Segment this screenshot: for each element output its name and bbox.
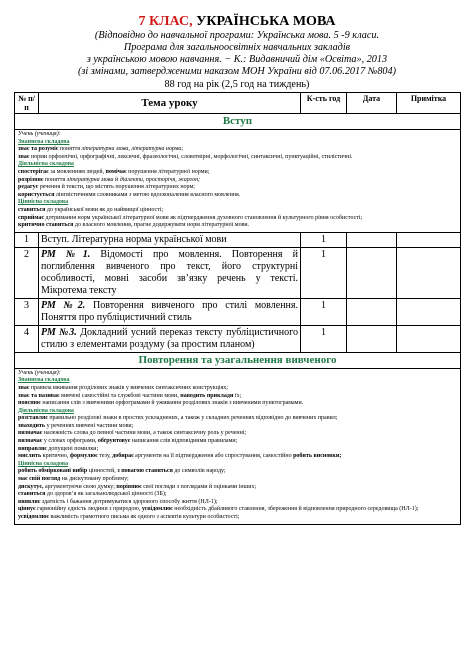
program-line-2: Програма для загальноосвітніх навчальних закладів [123, 42, 351, 53]
list-item: спостерігає за мовленням людей, помічає порушення літературної норми; [18, 168, 210, 175]
knowledge-heading: Знаннєва складова [18, 377, 70, 384]
col-date-header: Дата [347, 93, 397, 114]
competence-row [15, 130, 461, 233]
table-header-row [15, 93, 461, 114]
section-title: Вступ [15, 114, 461, 130]
list-item: розрізняє поняття літературна мова й діалекти, просторічя, жаргон; [18, 176, 201, 183]
col-note-header: Примітка [397, 93, 461, 114]
lesson-date [347, 247, 397, 298]
list-item: дискутує, аргументуючи свою думку; порівнює свої погляди з поглядами й оцінками інших; [18, 483, 257, 490]
student-label: Учень (учениця): [18, 131, 61, 137]
curriculum-table [14, 92, 461, 525]
list-item: редагує речення й тексти, що містять порушення літературних норм; [18, 184, 195, 191]
competence-block [15, 368, 461, 524]
list-item: знає правила вживання розділових знаків у вивчених синтаксичних конструкціях; [18, 384, 228, 391]
subject-label: УКРАЇНСЬКА МОВА [196, 14, 336, 29]
values-heading: Ціннісна складова [18, 460, 69, 467]
list-item: критично ставиться до власного мовлення, прагне додержувати норм літературної мови. [18, 222, 250, 229]
hours-per-year: 88 год на рік (2,5 год на тиждень) [164, 79, 310, 90]
list-item: знаходить у реченнях вивчені частини мови; [18, 422, 134, 429]
doc-title [14, 14, 460, 30]
student-label: Учень (учениця): [18, 369, 61, 376]
program-line-4: (зі змінами, затвердженими наказом МОН України від 07.06.2017 №804) [77, 66, 397, 77]
list-item: визначає у словах орфограми, обґрунтовує написання слів відповідними правилами; [18, 438, 238, 445]
activity-heading: Діяльнісна складова [18, 407, 74, 414]
col-number-header: № п/п [15, 93, 39, 114]
knowledge-heading: Знаннєва складова [18, 138, 70, 145]
lesson-topic: РМ №1. Відомості про мовлення. Повторення й поглиблення вивченого про текст, його структурні особливості, мовні засоби зв’язку речень у тексті. Мікротема тексту [39, 247, 301, 298]
list-item: ціннує гармонійну єдність людини з природою, усвідомлює необхідність дбайливого ставлення, збереження й відновлення природного середовища (НЛ-1); [18, 506, 419, 513]
document-header [14, 14, 460, 91]
lesson-date [347, 325, 397, 352]
list-item: користується лінгвістичними словниками з метою вдосконалення власного мовлення. [18, 191, 241, 198]
lesson-hours: 1 [301, 247, 347, 298]
col-hours-header: К-сть год [301, 93, 347, 114]
list-item: знає та називає вивчені самостійні та службові частини мови, наводить приклади їх; [18, 392, 242, 399]
list-item: усвідомлює важливість грамотного письма як одного з аспектів культури особистості; [18, 514, 240, 520]
table-row [15, 325, 461, 352]
section-row [15, 114, 461, 130]
activity-heading: Діяльнісна складова [18, 161, 74, 168]
list-item: розставляє правильно розділові знаки в простих ускладнених, а також у складних реченнях відповідно до вивчених правил; [18, 415, 338, 422]
lesson-date [347, 298, 397, 325]
col-topic-header: Тема уроку [39, 93, 301, 114]
list-item: визначає належність слова до певної частини мови, а також синтаксичну роль у реченні; [18, 430, 247, 437]
table-row [15, 298, 461, 325]
lesson-note [397, 247, 461, 298]
lesson-note [397, 232, 461, 247]
lesson-topic: Вступ. Літературна норма української мови [39, 232, 301, 247]
lesson-note [397, 298, 461, 325]
lesson-hours: 1 [301, 232, 347, 247]
program-line-3: з українською мовою навчання. − К.: Видавничий дім «Освіта», 2013 [86, 54, 388, 65]
table-row [15, 247, 461, 298]
lesson-hours: 1 [301, 298, 347, 325]
section-title: Повторення та узагальнення вивченого [15, 352, 461, 368]
lesson-date [347, 232, 397, 247]
table-row [15, 232, 461, 247]
program-line-1: (Відповідно до навчальної програми: Українська мова. 5 -9 класи. [94, 30, 380, 41]
lesson-topic: РМ №3. Докладний усний переказ тексту публіцистичного стилю з елементами роздуму (за простим планом) [39, 325, 301, 352]
grade-label: 7 КЛАС, [138, 14, 193, 29]
competence-row [15, 368, 461, 524]
lesson-note [397, 325, 461, 352]
lesson-number: 2 [15, 247, 39, 298]
lesson-hours: 1 [301, 325, 347, 352]
list-item: знає норми орфоепічні, орфографічні, лексичні, фразеологічні, словотвірні, морфологічні, синтаксичні, пунктуаційні, стилістичні. [18, 153, 353, 160]
list-item: виявляє здатність і бажання дотримуватися здорового способу життя (НЛ-1); [18, 498, 218, 505]
competence-block [15, 130, 461, 233]
list-item: пояснює написання слів з вивченими орфограмами й уживання розділових знаків з вивченими пунктограмами. [18, 400, 304, 407]
lesson-number: 3 [15, 298, 39, 325]
list-item: робить обмірковані вибір цінностей, з повагою ставиться до символів народу; [18, 468, 226, 475]
lesson-number: 1 [15, 232, 39, 247]
values-heading: Ціннісна складова [18, 199, 69, 206]
section-row [15, 352, 461, 368]
list-item: має свій погляд на дискутовану проблему; [18, 476, 129, 483]
list-item: ставиться до української мови як до найвищої цінності; [18, 206, 164, 213]
list-item: виправляє допущені помилки; [18, 445, 99, 452]
list-item: знає та розуміє поняття літературна мова, літературна норма; [18, 146, 184, 153]
lesson-number: 4 [15, 325, 39, 352]
list-item: сприймає дотримання норм української літературної мови як підтвердження духовного становлення й культурного рівня особистості; [18, 214, 363, 221]
list-item: ставиться до здоров’я як загальнолюдської цінності (ЗБ); [18, 491, 167, 498]
lesson-topic: РМ №2. Повторення вивченого про стилі мовлення. Поняття про публіцистичний стиль [39, 298, 301, 325]
list-item: мислить критично, формулює тезу, добирає аргументи на її підтвердження або спростування, самостійно робить висновки; [18, 453, 342, 460]
